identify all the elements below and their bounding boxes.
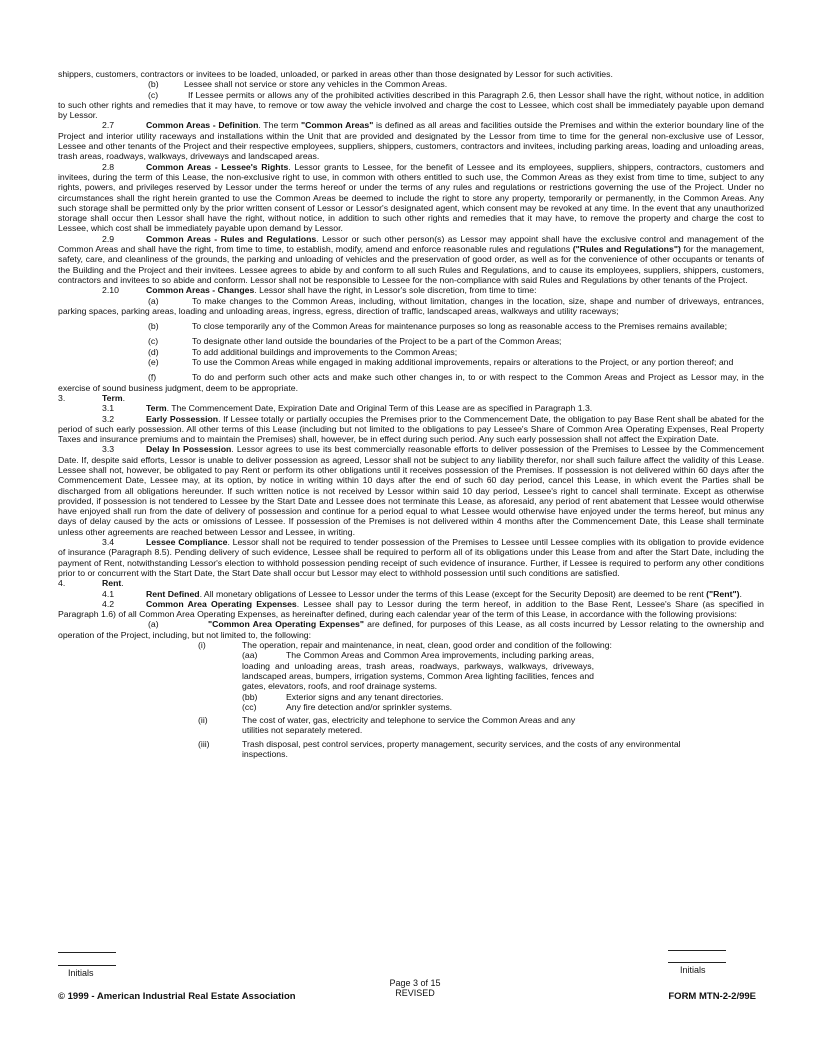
section-4-2: 4.2 Common Area Operating Expenses. Lessee shall pay to Lessor during the term hereof, in addition to the Base Rent, Lessee's Share (as specified in Paragraph 1.6) of all Common Area Operating Expenses, as hereinafter defined, during each calendar year of the term of this Lease, in accordance with the following provisions: [58, 598, 764, 620]
item-4-2-a: (a) "Common Area Operating Expenses" are defined, for purposes of this Lease, as all costs incurred by Lessor relating to the ownership and operation of the Project, including, but not limited to, the following: [58, 619, 764, 640]
section-2-7: 2.7 Common Areas - Definition. The term "Common Areas" is defined as all areas and facilities outside the Premises and within the exterior boundary line of the Project and interior utility raceways and installations within the Unit that are provided and designated by the Lessor from time to time for the general non-exclusive use of Lessor, Lessee and other tenants of the Project and their respective employees, suppliers, shippers, customers, contractors and invitees, including parking areas, loading and unloading areas, trash areas, roadways, walkways, driveways and landscaped areas. [58, 120, 765, 162]
item-bb: (bb) Exterior signs and any tenant directories. [242, 691, 444, 702]
initials-line-right-1 [668, 950, 726, 951]
item-i: (i) The operation, repair and maintenance, in neat, clean, good order and condition of the following: [198, 640, 612, 651]
paragraph-intro: shippers, customers, contractors or invitees to be loaded, unloaded, or parked in areas other than those designated by Lessor for such activities. [58, 69, 613, 79]
lease-body [58, 69, 764, 759]
section-2-9: 2.9 Common Areas - Rules and Regulations. Lessor or such other person(s) as Lessor may appoint shall have the exclusive control and management of the Common Areas and shall have the right, from time to time, to establish, modify, amend and enforce reasonable rules and regulations ("Rules and Regulations") for the management, safety, care, and cleanliness of the grounds, the parking and unloading of vehicles and the preservation of good order, as well as for the convenience of other occupants or tenants of the Building and the Project and their invitees. Lessee agrees to abide by and conform to all such Rules and Regulations, and to cause its employees, suppliers, shippers, customers, contractors and invitees to so abide and conform. Lessor shall not be responsible to Lessee for the non-compliance with said Rules and Regulations by other tenants of the Project. [58, 233, 765, 285]
item-2-10-e: (e) To use the Common Areas while engaged in making additional improvements, repairs or alterations to the Project, or any portion thereof; and [148, 357, 734, 368]
item-2-6-c: (c) If Lessee permits or allows any of the prohibited activities described in this Paragraph 2.6, then Lessor shall have the right, without notice, in addition to such other rights and remedies that it may have, to remove or tow away the vehicle involved and charge the cost to Lessee, which cost shall be immediately payable upon demand by Lessor. [58, 89, 764, 121]
section-3-3: 3.3 Delay In Possession. Lessor agrees to use its best commercially reasonable efforts to deliver possession of the Premises to Lessee by the Commencement Date. If, despite said efforts, Lessor is unable to deliver possession as agreed, Lessor shall not be subject to any liability therefor, nor shall such failure affect the validity of this Lease. Lessee shall not, however, be obligated to pay Rent or perform its other obligations until it receives possession of the Premises. If possession is not delivered within 60 days after the Commencement Date, Lessee may, at its option, by notice in writing within 10 days after the end of such 60 day period, cancel this Lease, in which event the Parties shall be discharged from all obligations hereunder. If such written notice is not received by Lessor within said 10 day period, Lessee's right to cancel shall terminate. Except as otherwise provided, if possession is not tendered to Lessee by the Start Date and Lessee does not terminate this Lease, as aforesaid, any period of rent abatement that Lessee would otherwise have enjoyed shall run from the date of delivery of possession and continue for a period equal to what Lessee would otherwise have enjoyed under the terms hereof, but minus any days of delay caused by the acts or omissions of Lessee. If possession of the Premises is not delivered within 4 months after the Commencement Date, this Lease shall terminate unless other agreements are reached between Lessor and Lessee, in writing. [58, 444, 764, 537]
initials-line-left-1 [58, 952, 116, 953]
section-2-10: 2.10 Common Areas - Changes. Lessor shall have the right, in Lessor's sole discretion, from time to time: [102, 285, 537, 296]
item-iii: (iii) Trash disposal, pest control services, property management, security services, and the costs of any environmental inspections. [198, 738, 681, 759]
item-2-10-b: (b) To close temporarily any of the Common Areas for maintenance purposes so long as reasonable access to the Premises remains available; [148, 321, 728, 332]
section-3-2: 3.2 Early Possession. If Lessee totally or partially occupies the Premises prior to the Commencement Date, the obligation to pay Base Rent shall be abated for the period of such early possession. All other terms of this Lease (including but not limited to the obligations to pay Lessee's Share of Common Area Operating Expenses, Real Property Taxes and insurance premiums and to maintain the Premises) shall, however, be in effect during such period. Any such early possession shall not affect the Expiration Date. [58, 413, 765, 445]
initials-line-left-2 [58, 965, 116, 966]
section-2-8: 2.8 Common Areas - Lessee's Rights. Lessor grants to Lessee, for the benefit of Lessee and its employees, suppliers, shippers, contractors, customers and invitees, during the term of this Lease, the non-exclusive right to use, in common with others entitled to such use, the Common Areas as they exist from time to time, subject to any rights, powers, and privileges reserved by Lessor under the terms hereof or under the terms of any rules and regulations or restrictions governing the use of the Project. Under no circumstances shall the right herein granted to use the Common Areas be deemed to include the right to store any property, temporarily or permanently, in the Common Areas. Any such storage shall be permitted only by the prior written consent of Lessor or Lessor's designated agent, which consent may be revoked at any time. In the event that any unauthorized storage shall occur then Lessor shall have the right, without notice, in addition to such other rights and remedies that it may have, to remove the property and charge the cost to Lessee, which cost shall be immediately payable upon demand by Lessor. [58, 161, 765, 234]
item-aa: (aa) The Common Areas and Common Area improvements, including parking areas, loading and unloading areas, trash areas, roadways, parkways, walkways, driveways, landscaped areas, bumpers, irrigation systems, Common Area lighting facilities, fences and gates, elevators, roofs, and roof drainage systems. [242, 650, 594, 692]
section-3-heading: 3. Term. [58, 392, 126, 403]
section-4-heading: 4. Rent. [58, 578, 124, 589]
copyright-notice: © 1999 - American Industrial Real Estate Association [58, 991, 296, 1002]
item-2-10-c: (c) To designate other land outside the boundaries of the Project to be a part of the Common Areas; [148, 336, 562, 347]
page-number: Page 3 of 15 REVISED [389, 978, 441, 998]
section-3-1: 3.1 Term. The Commencement Date, Expiration Date and Original Term of this Lease are as specified in Paragraph 1.3. [102, 403, 593, 414]
section-3-4: 3.4 Lessee Compliance. Lessor shall not be required to tender possession of the Premises to Lessee until Lessee complies with its obligation to provide evidence of insurance (Paragraph 8.5). Pending delivery of such evidence, Lessee shall be required to perform all of its obligations under this Lease from and after the Start Date, including the payment of Rent, notwithstanding Lessor's election to withhold possession pending receipt of such evidence of insurance. Further, if Lessee is required to perform any other conditions prior to or concurrent with the Start Date, the Start Date shall occur but Lessor may elect to withhold possession until such conditions are satisfied. [58, 537, 764, 578]
item-2-6-b: (b) Lessee shall not service or store any vehicles in the Common Areas. [148, 79, 448, 90]
item-2-10-f: (f) To do and perform such other acts and make such other changes in, to or with respect to the Common Areas and Project as Lessor may, in the exercise of sound business judgment, deem to be appropriate. [58, 372, 764, 393]
initials-line-right-2 [668, 962, 726, 963]
initials-label-left: Initials [68, 968, 94, 978]
item-cc: (cc) Any fire detection and/or sprinkler systems. [242, 701, 453, 712]
initials-label-right: Initials [680, 965, 706, 975]
item-ii: (ii) The cost of water, gas, electricity and telephone to service the Common Areas and any utilities not separately metered. [198, 715, 576, 736]
section-4-1: 4.1 Rent Defined. All monetary obligations of Lessee to Lessor under the terms of this Lease (except for the Security Deposit) are deemed to be rent ("Rent"). [102, 588, 742, 599]
item-2-10-d: (d) To add additional buildings and improvements to the Common Areas; [148, 346, 458, 357]
item-2-10-a: (a) To make changes to the Common Areas, including, without limitation, changes in the location, size, shape and number of driveways, entrances, parking spaces, parking areas, loading and unloading areas, ingress, egress, direction of traffic, landscaped areas, walkways and utility raceways; [58, 295, 764, 316]
form-number: FORM MTN-2-2/99E [668, 991, 756, 1002]
